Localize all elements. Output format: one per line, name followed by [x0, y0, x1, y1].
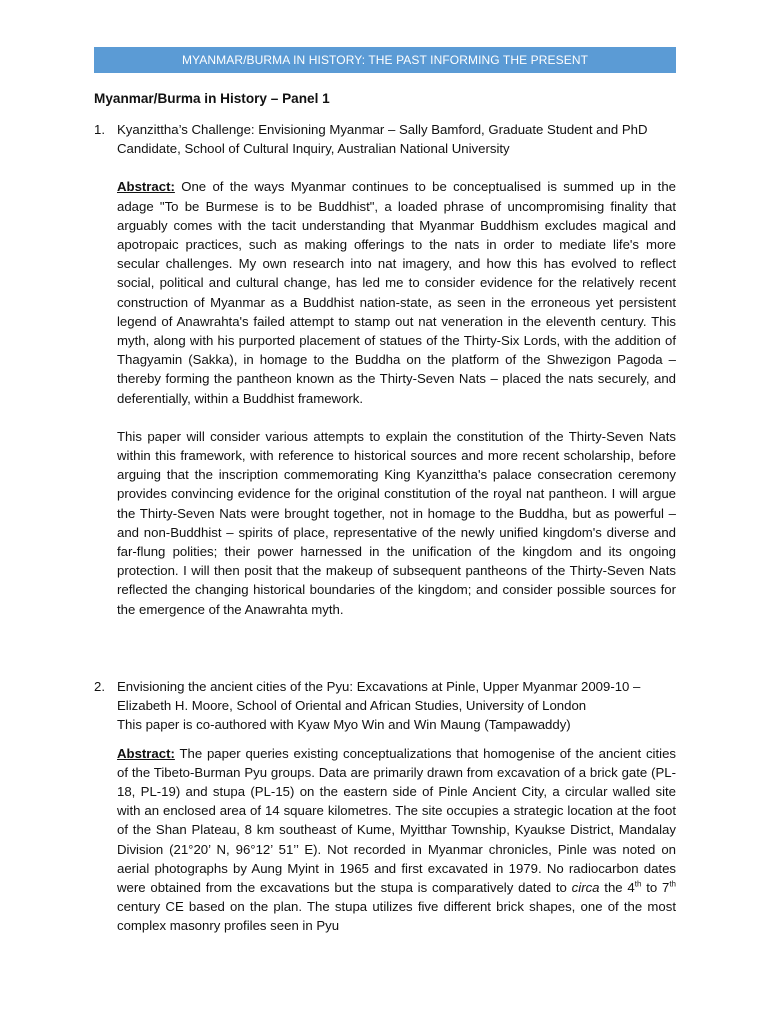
- abstract-label: Abstract:: [117, 179, 175, 195]
- panel-heading: Myanmar/Burma in History – Panel 1: [94, 91, 330, 106]
- abstract-paragraph: [117, 177, 676, 407]
- paper-item-1: [94, 120, 676, 619]
- paper-number: 1.: [94, 122, 105, 137]
- abstract-text: One of the ways Myanmar continues to be conceptualised is summed up in the adage "To be Burmese is to be Buddhist", a loaded phrase of uncompromising finality that arguably comes with the tacit understanding that Myanmar Buddhism excludes magical and apotropaic practices, such as making offerings to the nats in order to mediate life's more secular challenges. My own research into nat imagery, and how this has evolved to reflect social, political and cultural change, has led me to consider evidence for the relatively recent construction of Myanmar as a Buddhist nation-state, as seen in the erroneous yet persistent legend of Anawrahta's failed attempt to stamp out nat veneration in the eleventh century. This myth, along with his purported placement of statues of the Thirty-Six Lords, with the addition of Thagyamin (Sakka), in homage to the Buddha on the platform of the Shwezigon Pagoda – thereby forming the pantheon known as the Thirty-Seven Nats – placed the nats securely, and deferentially, within a Buddhist framework.: [117, 179, 676, 406]
- abstract-text-c: to 7: [641, 880, 670, 896]
- coauthor-note: This paper is co-authored with Kyaw Myo Win and Win Maung (Tampawaddy): [117, 717, 571, 733]
- abstract-label: Abstract:: [117, 745, 175, 761]
- ordinal-suffix: th: [634, 879, 642, 889]
- abstract-text: The paper queries existing conceptualizations that homogenise of the ancient cities of the Tibeto-Burman Pyu groups. Data are primarily drawn from excavation of a brick gate (PL-18, PL-19) and stupa (PL-15) on the eastern side of Pinle Ancient City, a circular walled site with an enclosed area of 14 square kilometres. The site occupies a strategic location at the foot of the Shan Plateau, 8 km southeast of Kume, Myitthar Township, Kyaukse District, Mandalay Division (21°20’ N, 96°12’ 51’’ E). Not recorded in Myanmar chronicles, Pinle was noted on aerial photographs by Aung Myint in 1965 and first excavated in 1979. No radiocarbon dates were obtained from the excavations but the stupa is comparatively dated to: [117, 745, 676, 896]
- ordinal-suffix: th: [669, 879, 676, 889]
- paper-title: Envisioning the ancient cities of the Pyu: Excavations at Pinle, Upper Myanmar 2009-10 – Elizabeth H. Moore, School of Oriental and African Studies, University of London: [117, 679, 641, 714]
- abstract-text-d: century CE based on the plan. The stupa utilizes five different brick shapes, one of the most complex masonry profiles seen in Pyu: [117, 899, 676, 934]
- paper-number: 2.: [94, 679, 105, 694]
- abstract-paragraph: [117, 744, 676, 936]
- abstract-italic: circa: [571, 880, 600, 896]
- paper-item-2: [94, 677, 676, 936]
- abstract-text-b: the 4: [599, 880, 635, 896]
- abstract-paragraph-2: This paper will consider various attempts to explain the constitution of the Thirty-Seven Nats within this framework, with reference to historical sources and more recent scholarship, before arguing that the inscription commemorating King Kyanzittha's palace consecration ceremony provides convincing evidence for the original constitution of the royal nat pantheon. I will argue the Thirty-Seven Nats were brought together, not in homage to the Buddha, but as powerful – and non-Buddhist – spirits of place, representative of the newly unified kingdom's diverse and far-flung polities; their power harnessed in the unification of the kingdom and its ongoing protection. I will then posit that the makeup of subsequent pantheons of the Thirty-Seven Nats reflected the changing historical boundaries of the kingdom; and consider possible sources for the emergence of the Anawrahta myth.: [117, 428, 676, 617]
- conference-banner: MYANMAR/BURMA IN HISTORY: THE PAST INFORMING THE PRESENT: [94, 47, 676, 73]
- paper-title: Kyanzittha’s Challenge: Envisioning Myanmar – Sally Bamford, Graduate Student and PhD Candidate, School of Cultural Inquiry, Australian National University: [117, 122, 648, 157]
